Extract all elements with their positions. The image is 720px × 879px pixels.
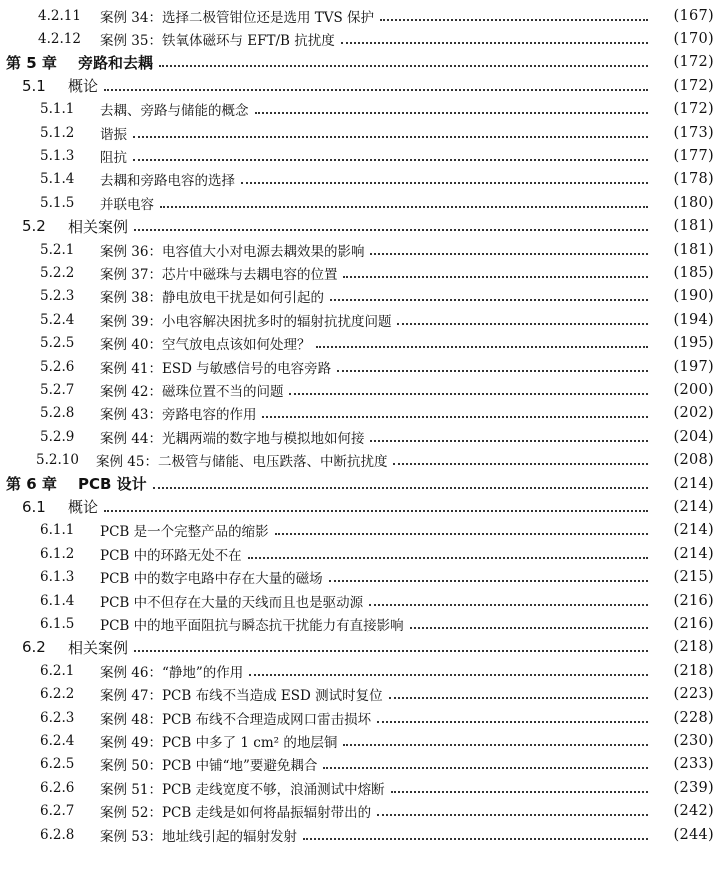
toc-entry-number: 第 6 章 bbox=[6, 475, 57, 493]
toc-entry-number: 6.1.3 bbox=[40, 569, 75, 586]
toc-entry-number: 5.2 bbox=[22, 217, 46, 236]
toc-entry-number: 6.2.7 bbox=[40, 803, 75, 820]
toc-entry-title: 案例 37：芯片中磁珠与去耦电容的位置 bbox=[100, 266, 338, 283]
dot-leader bbox=[377, 721, 648, 723]
toc-entry-title: PCB 中的环路无处不在 bbox=[100, 547, 242, 564]
toc-entry-number: 5.1.1 bbox=[40, 101, 75, 118]
dot-leader bbox=[316, 346, 648, 348]
toc-entry-number: 第 5 章 bbox=[6, 53, 57, 72]
toc-entry-number: 5.2.2 bbox=[40, 264, 75, 281]
dot-leader bbox=[249, 674, 648, 676]
toc-entry-number: 5.2.6 bbox=[40, 358, 75, 375]
toc-entry-title: 案例 49：PCB 中多了 1 cm² 的地层铜 bbox=[100, 734, 338, 751]
toc-entry[interactable] bbox=[0, 823, 720, 846]
toc-entry-title: 案例 46：“静地”的作用 bbox=[100, 664, 244, 681]
toc-entry-page: (223) bbox=[673, 686, 714, 703]
toc-entry[interactable] bbox=[0, 566, 720, 589]
toc-entry[interactable] bbox=[0, 425, 720, 448]
toc-entry[interactable] bbox=[0, 121, 720, 144]
toc-entry-title: 案例 52：PCB 走线是如何将晶振辐射带出的 bbox=[100, 805, 372, 822]
dot-leader bbox=[323, 767, 648, 769]
dot-leader bbox=[104, 510, 648, 512]
toc-entry-title: PCB 中的地平面阻抗与瞬态抗干扰能力有直接影响 bbox=[100, 617, 404, 634]
toc-entry-title: 谐振 bbox=[100, 126, 127, 143]
dot-leader bbox=[248, 557, 648, 559]
dot-leader bbox=[255, 112, 649, 114]
toc-entry[interactable] bbox=[0, 27, 720, 50]
toc-entry-title: 旁路和去耦 bbox=[78, 53, 154, 72]
toc-entry[interactable] bbox=[0, 355, 720, 378]
toc-entry-number: 5.1.4 bbox=[40, 171, 75, 188]
toc-entry-page: (228) bbox=[673, 709, 714, 726]
toc-entry-page: (216) bbox=[673, 592, 714, 609]
dot-leader bbox=[153, 487, 648, 489]
dot-leader bbox=[389, 697, 648, 699]
toc-entry[interactable] bbox=[0, 753, 720, 776]
toc-entry-page: (230) bbox=[673, 732, 714, 749]
dot-leader bbox=[377, 814, 648, 816]
toc-entry-page: (244) bbox=[673, 826, 714, 843]
toc-entry-page: (177) bbox=[673, 147, 714, 164]
toc-entry-number: 6.2.2 bbox=[40, 686, 75, 703]
toc-entry-page: (178) bbox=[673, 171, 714, 188]
toc-entry-page: (233) bbox=[673, 756, 714, 773]
toc-entry-title: 案例 35：铁氧体磁环与 EFT/B 抗扰度 bbox=[100, 32, 335, 49]
toc-entry-page: (239) bbox=[673, 779, 714, 796]
toc-entry-page: (173) bbox=[673, 124, 714, 141]
dot-leader bbox=[391, 791, 648, 793]
toc-entry-number: 5.2.8 bbox=[40, 405, 75, 422]
toc-entry[interactable] bbox=[0, 683, 720, 706]
toc-entry-page: (172) bbox=[673, 54, 714, 71]
dot-leader bbox=[330, 299, 648, 301]
toc-entry[interactable] bbox=[0, 261, 720, 284]
dot-leader bbox=[262, 416, 648, 418]
toc-entry[interactable] bbox=[0, 542, 720, 565]
toc-entry-number: 6.2.4 bbox=[40, 732, 75, 749]
toc-entry-title: 案例 34：选择二极管钳位还是选用 TVS 保护 bbox=[100, 9, 375, 26]
toc-entry-title: 案例 51：PCB 走线宽度不够，浪涌测试中熔断 bbox=[100, 781, 385, 798]
toc-entry[interactable] bbox=[0, 472, 720, 495]
dot-leader bbox=[370, 253, 648, 255]
toc-entry[interactable] bbox=[0, 495, 720, 518]
toc-entry-page: (202) bbox=[673, 405, 714, 422]
toc-entry-title: 案例 45：二极管与储能、电压跌落、中断抗扰度 bbox=[96, 454, 388, 471]
toc-entry-number: 5.2.3 bbox=[40, 288, 75, 305]
toc-entry[interactable] bbox=[0, 51, 720, 74]
toc-entry-page: (204) bbox=[673, 428, 714, 445]
toc-entry-page: (172) bbox=[673, 77, 714, 94]
toc-entry-number: 6.2.5 bbox=[40, 756, 75, 773]
toc-entry[interactable] bbox=[0, 402, 720, 425]
toc-entry[interactable] bbox=[0, 636, 720, 659]
toc-entry-title: 相关案例 bbox=[68, 217, 129, 236]
toc-entry-page: (218) bbox=[673, 639, 714, 656]
toc-entry-page: (167) bbox=[673, 7, 714, 24]
toc-entry-page: (216) bbox=[673, 615, 714, 632]
toc-entry[interactable] bbox=[0, 4, 720, 27]
toc-entry-title: 案例 50：PCB 中铺“地”要避免耦合 bbox=[100, 758, 318, 775]
toc-entry-number: 5.2.5 bbox=[40, 335, 75, 352]
toc-entry-page: (214) bbox=[673, 498, 714, 515]
toc-entry-page: (214) bbox=[673, 522, 714, 539]
toc-entry-title: 案例 40：空气放电点该如何处理？ bbox=[100, 337, 311, 354]
toc-entry-page: (200) bbox=[673, 381, 714, 398]
toc-entry-page: (181) bbox=[673, 218, 714, 235]
toc-entry[interactable] bbox=[0, 800, 720, 823]
toc-entry-number: 5.2.1 bbox=[40, 241, 75, 258]
toc-entry-number: 5.2.10 bbox=[36, 452, 79, 469]
toc-entry-title: PCB 设计 bbox=[78, 475, 147, 493]
toc-entry-number: 5.1.5 bbox=[40, 194, 75, 211]
toc-entry-number: 6.2.3 bbox=[40, 709, 75, 726]
toc-entry-title: 案例 38：静电放电干扰是如何引起的 bbox=[100, 290, 324, 307]
toc-entry-title: 案例 39：小电容解决困扰多时的辐射抗扰度问题 bbox=[100, 313, 392, 330]
toc-entry-title: 并联电容 bbox=[100, 196, 154, 213]
dot-leader bbox=[380, 19, 648, 21]
toc-entry-title: 阻抗 bbox=[100, 149, 127, 166]
toc-entry-number: 6.2 bbox=[22, 638, 46, 657]
toc-entry-page: (195) bbox=[673, 335, 714, 352]
toc-entry-number: 6.1.5 bbox=[40, 615, 75, 632]
toc-entry-number: 6.1.2 bbox=[40, 545, 75, 562]
toc-entry-title: 案例 44：光耦两端的数字地与模拟地如何接 bbox=[100, 430, 365, 447]
toc-entry-page: (172) bbox=[673, 101, 714, 118]
toc-entry-title: PCB 是一个完整产品的缩影 bbox=[100, 524, 269, 541]
toc-entry-number: 6.2.1 bbox=[40, 662, 75, 679]
toc-entry-page: (185) bbox=[673, 264, 714, 281]
dot-leader bbox=[369, 604, 648, 606]
dot-leader bbox=[397, 323, 648, 325]
toc-entry-page: (170) bbox=[673, 30, 714, 47]
dot-leader bbox=[370, 440, 648, 442]
dot-leader bbox=[104, 89, 648, 91]
toc-entry-page: (190) bbox=[673, 288, 714, 305]
toc-entry-title: 案例 42：磁珠位置不当的问题 bbox=[100, 383, 284, 400]
toc-entry[interactable] bbox=[0, 98, 720, 121]
toc-entry-number: 6.2.6 bbox=[40, 779, 75, 796]
toc-entry-title: 案例 47：PCB 布线不当造成 ESD 测试时复位 bbox=[100, 688, 383, 705]
toc-entry-title: 案例 48：PCB 布线不合理造成网口雷击损坏 bbox=[100, 711, 372, 728]
toc-entry[interactable] bbox=[0, 612, 720, 635]
toc-entry[interactable] bbox=[0, 449, 720, 472]
toc-entry[interactable] bbox=[0, 378, 720, 401]
toc-entry-page: (215) bbox=[673, 569, 714, 586]
toc-entry[interactable] bbox=[0, 519, 720, 542]
toc-entry[interactable] bbox=[0, 191, 720, 214]
toc-entry[interactable] bbox=[0, 589, 720, 612]
dot-leader bbox=[329, 580, 648, 582]
toc-entry-number: 5.1.3 bbox=[40, 147, 75, 164]
toc-entry-title: PCB 中不但存在大量的天线而且也是驱动源 bbox=[100, 594, 364, 611]
toc-entry[interactable] bbox=[0, 238, 720, 261]
dot-leader bbox=[289, 393, 648, 395]
dot-leader bbox=[343, 744, 648, 746]
toc-entry[interactable] bbox=[0, 215, 720, 238]
toc-entry-title: 概论 bbox=[68, 77, 99, 96]
dot-leader bbox=[160, 206, 648, 208]
toc-entry-number: 5.2.4 bbox=[40, 311, 75, 328]
toc-entry-title: 案例 41：ESD 与敏感信号的电容旁路 bbox=[100, 360, 332, 377]
dot-leader bbox=[337, 370, 648, 372]
dot-leader bbox=[133, 159, 648, 161]
dot-leader bbox=[303, 838, 648, 840]
toc-entry-number: 6.2.8 bbox=[40, 826, 75, 843]
toc-entry-number: 5.2.9 bbox=[40, 428, 75, 445]
dot-leader bbox=[393, 463, 648, 465]
toc-entry-page: (181) bbox=[673, 241, 714, 258]
dot-leader bbox=[241, 182, 648, 184]
toc-entry-title: 相关案例 bbox=[68, 638, 129, 657]
dot-leader bbox=[159, 65, 648, 67]
toc-entry-title: 案例 53：地址线引起的辐射发射 bbox=[100, 828, 297, 845]
toc-entry-title: PCB 中的数字电路中存在大量的磁场 bbox=[100, 571, 323, 588]
toc-entry[interactable] bbox=[0, 706, 720, 729]
toc-entry-number: 4.2.12 bbox=[38, 30, 81, 47]
toc-entry-number: 6.1.4 bbox=[40, 592, 75, 609]
toc-entry-title: 案例 43：旁路电容的作用 bbox=[100, 407, 257, 424]
toc-entry-page: (194) bbox=[673, 311, 714, 328]
toc-entry-page: (218) bbox=[673, 662, 714, 679]
dot-leader bbox=[275, 533, 648, 535]
toc-entry[interactable] bbox=[0, 144, 720, 167]
dot-leader bbox=[410, 627, 648, 629]
toc-entry-title: 去耦和旁路电容的选择 bbox=[100, 173, 235, 190]
toc-entry-number: 6.1.1 bbox=[40, 522, 75, 539]
dot-leader bbox=[341, 42, 648, 44]
dot-leader bbox=[133, 136, 648, 138]
toc-entry-page: (180) bbox=[673, 194, 714, 211]
toc-entry-number: 5.2.7 bbox=[40, 381, 75, 398]
dot-leader bbox=[134, 650, 648, 652]
toc-entry-title: 去耦、旁路与储能的概念 bbox=[100, 103, 249, 120]
toc-entry-page: (242) bbox=[673, 803, 714, 820]
dot-leader bbox=[134, 229, 648, 231]
toc-entry[interactable] bbox=[0, 332, 720, 355]
toc-entry[interactable] bbox=[0, 776, 720, 799]
toc-entry-page: (208) bbox=[673, 452, 714, 469]
toc-entry-title: 概论 bbox=[68, 498, 99, 517]
toc-entry-page: (214) bbox=[673, 475, 714, 492]
toc-entry[interactable] bbox=[0, 74, 720, 97]
toc-entry-number: 5.1 bbox=[22, 76, 46, 95]
toc-entry[interactable] bbox=[0, 729, 720, 752]
toc-entry-title: 案例 36：电容值大小对电源去耦效果的影响 bbox=[100, 243, 365, 260]
toc-entry-number: 5.1.2 bbox=[40, 124, 75, 141]
toc-entry[interactable] bbox=[0, 308, 720, 331]
toc-entry[interactable] bbox=[0, 659, 720, 682]
toc-entry-page: (197) bbox=[673, 358, 714, 375]
toc-entry[interactable] bbox=[0, 285, 720, 308]
toc-entry[interactable] bbox=[0, 168, 720, 191]
toc-entry-number: 4.2.11 bbox=[38, 7, 81, 24]
toc-entry-number: 6.1 bbox=[22, 497, 46, 516]
dot-leader bbox=[343, 276, 648, 278]
toc-entry-page: (214) bbox=[673, 545, 714, 562]
